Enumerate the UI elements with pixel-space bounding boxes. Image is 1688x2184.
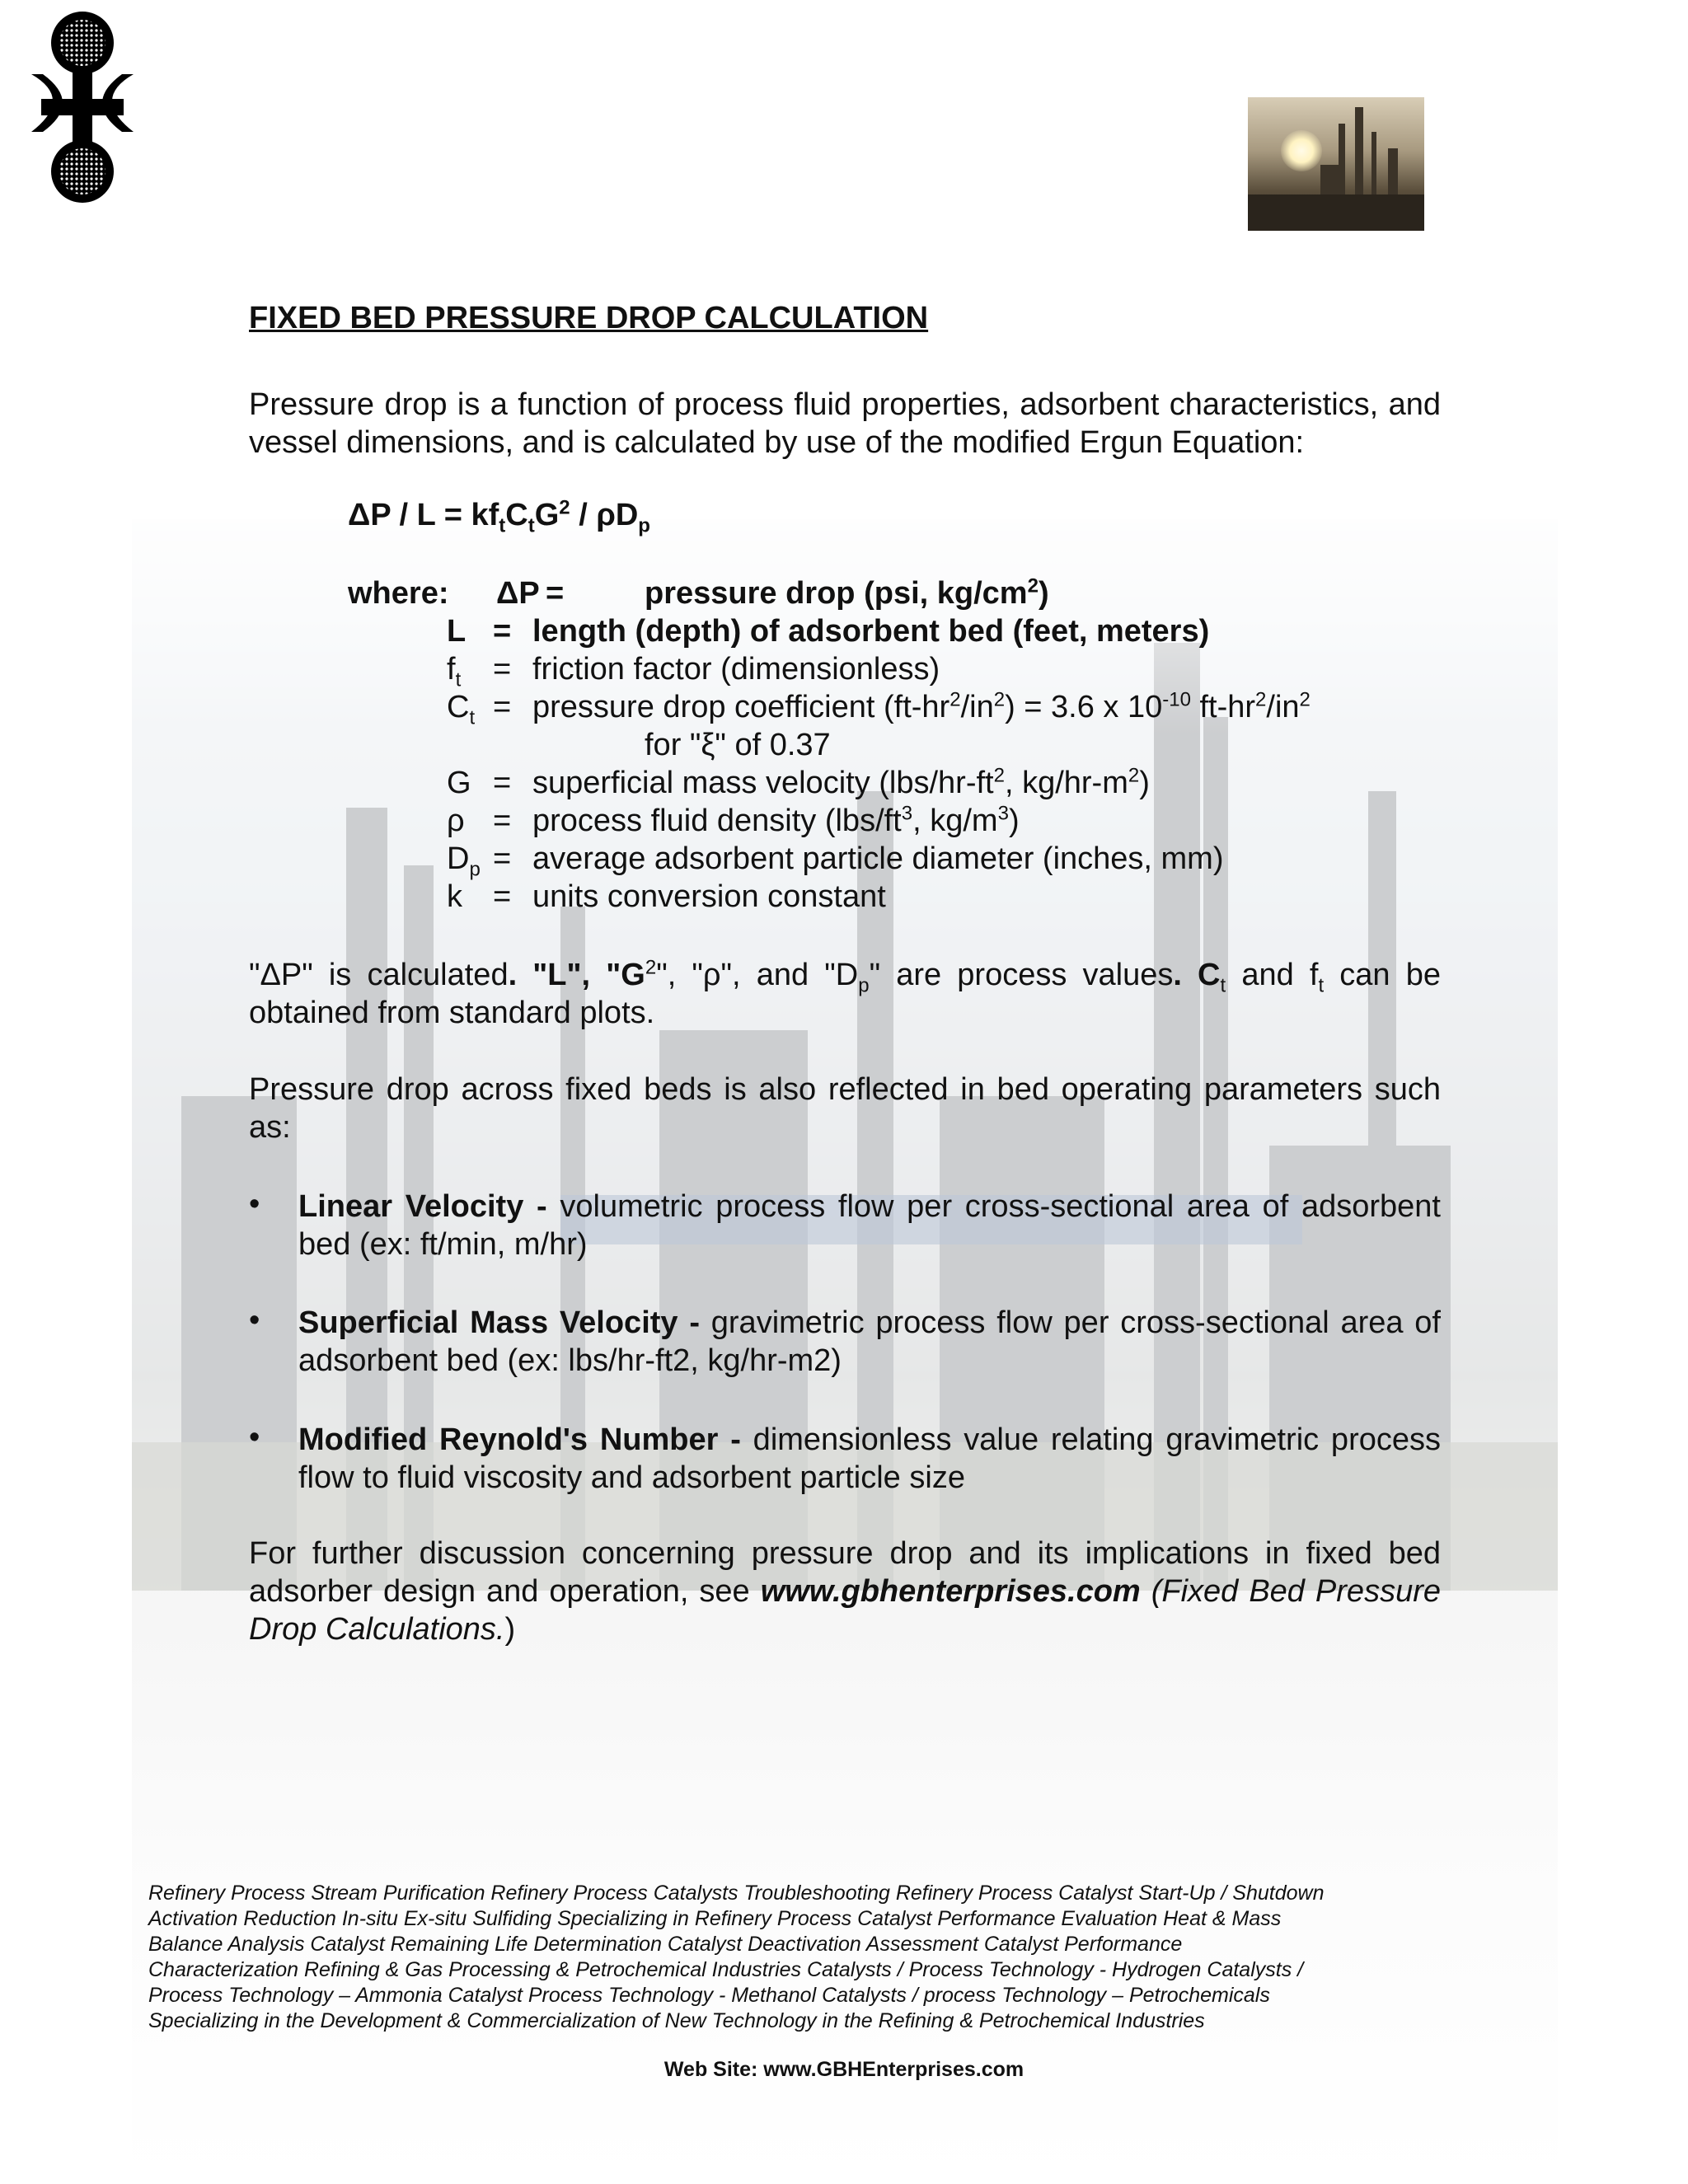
- operating-parameters-paragraph: Pressure drop across fixed beds is also reflected in bed operating parameters such as:: [249, 1072, 1441, 1145]
- footer-website[interactable]: Web Site: www.GBHEnterprises.com: [663, 2058, 1025, 2081]
- footer-line: Balance Analysis Catalyst Remaining Life Determination Catalyst Deactivation Assessment Catalyst Performance: [148, 1933, 1183, 1956]
- footer-line: Refinery Process Stream Purification Refinery Process Catalysts Troubleshooting Refinery Process Catalyst Start-Up / Shutdown: [148, 1882, 1325, 1905]
- ergun-equation: $\Delta P / L = kf_tC_tG^2 / \rho D_p$: [348, 496, 650, 537]
- intro-paragraph: Pressure drop is a function of process fluid properties, adsorbent characteristics, and vessel dimensions, and is calculated by use of the modified Ergun Equation:: [249, 387, 1441, 460]
- definition-symbol: G: [447, 766, 471, 800]
- definition-symbol: ΔP: [496, 576, 540, 611]
- definition-symbol: L: [447, 614, 467, 649]
- definition-equals: =: [493, 879, 512, 914]
- definition-text: pressure drop (psi, $kg/cm^2$): [645, 574, 1049, 611]
- footer-services-list: [148, 1881, 1434, 2034]
- where-label: where:: [348, 576, 449, 611]
- definition-equals: =: [493, 841, 512, 876]
- definition-text: units conversion constant: [532, 879, 886, 914]
- bullet-item-reynolds-number: Modified Reynold's Number - dimensionless value relating gravimetric process flow to fluid viscosity and adsorbent particle size: [298, 1422, 1441, 1495]
- definition-text: length (depth) of adsorbent bed (feet, meters): [532, 614, 1210, 649]
- definition-equals: =: [493, 614, 512, 649]
- definition-symbol: ρ: [447, 804, 465, 838]
- definition-symbol: $f_t$: [447, 652, 462, 691]
- page-title: FIXED BED PRESSURE DROP CALCULATION: [249, 301, 929, 335]
- definition-equals: =: [493, 690, 512, 724]
- definition-symbol: k: [447, 879, 462, 914]
- bullet-dot: •: [249, 1303, 260, 1338]
- definition-text: process fluid density ($lbs/ft^3$, $kg/m^3$): [532, 802, 1020, 838]
- bullet-dot: •: [249, 1187, 260, 1221]
- bullet-item-linear-velocity: Linear Velocity - volumetric process flow per cross-sectional area of adsorbent bed (ex: ft/min, m/hr): [298, 1189, 1441, 1262]
- calculation-paragraph: "ΔP" is calculated. "L", "$G^2$", "ρ", and "$D_p$" are process values. $C_t$ and $f_t$ can be obtained from standard plots.: [249, 956, 1441, 1030]
- refinery-sunset-photo: [1248, 97, 1424, 231]
- definition-text: friction factor (dimensionless): [532, 652, 940, 687]
- footer-line: Process Technology – Ammonia Catalyst Process Technology - Methanol Catalysts / process Technology – Petrochemicals: [148, 1984, 1270, 2007]
- footer-line: Characterization Refining & Gas Processing & Petrochemical Industries Catalysts / Process Technology - Hydrogen Catalysts /: [148, 1958, 1304, 1981]
- definition-ct-continuation: for "ξ" of 0.37: [645, 728, 831, 762]
- bullet-dot: •: [249, 1420, 260, 1455]
- bullet-item-superficial-mass-velocity: Superficial Mass Velocity - gravimetric process flow per cross-sectional area of adsorbent bed (ex: lbs/hr-ft2, kg/hr-m2): [298, 1305, 1441, 1378]
- definition-equals: =: [493, 804, 512, 838]
- website-link[interactable]: www.gbhenterprises.com: [760, 1574, 1141, 1609]
- definition-text: superficial mass velocity ($lbs/hr-ft^2$, $kg/hr-m^2$): [532, 764, 1150, 800]
- definition-text: pressure drop coefficient $(ft-hr^2/in^2) = 3.6$ x $10^{-10}$ $ft-hr^2/in^2$: [532, 688, 1311, 724]
- definition-symbol: $C_t$: [447, 690, 476, 729]
- definition-equals: =: [546, 576, 565, 611]
- definition-text: average adsorbent particle diameter (inches, mm): [532, 841, 1224, 876]
- further-discussion-paragraph: For further discussion concerning pressure drop and its implications in fixed bed adsorber design and operation, see www.gbhenterprises.com (Fixed Bed Pressure Drop Calculations.): [249, 1536, 1441, 1647]
- definition-equals: =: [493, 766, 512, 800]
- footer-line: Specializing in the Development & Commercialization of New Technology in the Refining & Petrochemical Industries: [148, 2009, 1205, 2032]
- company-logo: [25, 8, 140, 206]
- definition-symbol: $D_p$: [447, 841, 481, 881]
- definition-equals: =: [493, 652, 512, 687]
- footer-line: Activation Reduction In-situ Ex-situ Sulfiding Specializing in Refinery Process Catalyst Performance Evaluation Heat & Mass: [148, 1907, 1282, 1930]
